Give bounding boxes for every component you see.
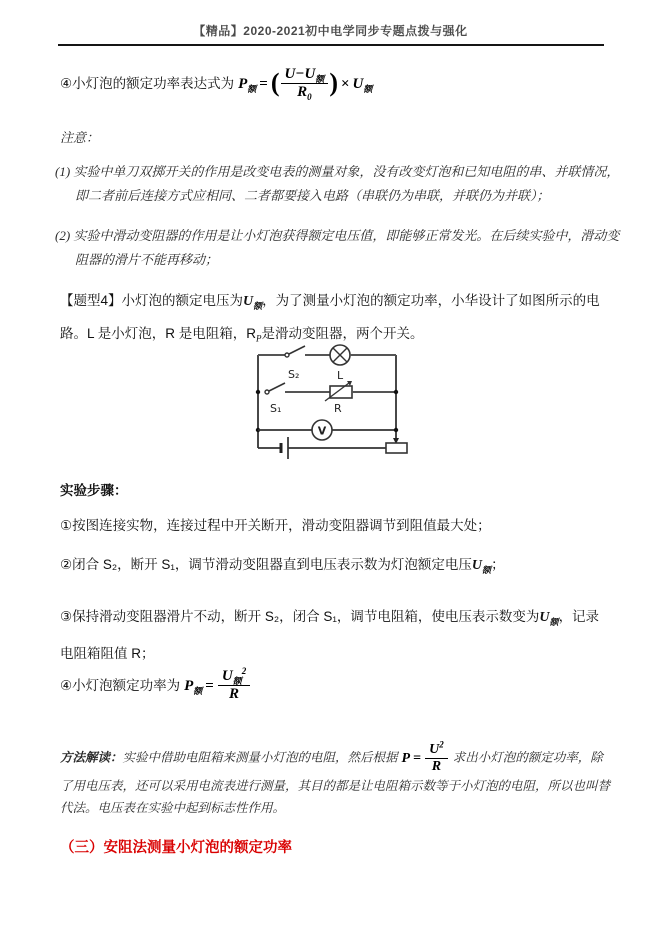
- intro-lead-text: ④小灯泡的额定功率表达式为: [60, 75, 235, 91]
- formula-lhs: $P_额$: [184, 677, 203, 696]
- step-4: [60, 668, 605, 704]
- u-rated-symbol: $U_额$: [243, 294, 263, 311]
- step-1: ①按图连接实物，连接过程中开关断开，滑动变阻器调节到阻值最大处；: [60, 518, 491, 533]
- battery-symbol: [281, 437, 288, 459]
- circuit-diagram: [248, 342, 413, 462]
- step-2-end: ；: [491, 557, 505, 572]
- formula-lhs: $P_额$: [238, 75, 257, 94]
- open-paren: (: [270, 67, 280, 97]
- step-4-lead: ④小灯泡额定功率为: [60, 677, 181, 693]
- voltmeter-symbol: [312, 420, 332, 440]
- problem-seg2: ，为了测量小灯泡的额定功率，小华设计了如图所示的电路。L 是小灯泡，R 是电阻箱，R: [60, 293, 600, 341]
- voltmeter-letter: V: [317, 424, 327, 438]
- method-note-lead: 方法解读：: [60, 750, 123, 765]
- switch-s2-blade: [289, 346, 305, 354]
- step-3-text-2: ，记录电阻箱阻值 R；: [60, 609, 600, 661]
- u-rated-symbol: $U_额$: [471, 558, 492, 575]
- step-2: [60, 553, 605, 582]
- switch-s1-pivot: [265, 390, 269, 394]
- close-paren: ): [329, 67, 338, 97]
- fraction-denominator: R: [431, 759, 442, 775]
- rated-power-expression-line: [60, 66, 605, 102]
- equals-sign: =: [205, 677, 214, 694]
- formula-rhs: $U_额$: [352, 75, 373, 94]
- rheostat-symbol: [386, 443, 407, 453]
- fraction-numerator: $U_额^2$: [218, 668, 250, 686]
- problem-seg1: 【题型4】小灯泡的额定电压为: [60, 293, 244, 308]
- u-rated-symbol: $U_额$: [539, 610, 559, 627]
- section-heading-3: （三）安阻法测量小灯泡的额定功率: [60, 840, 292, 856]
- equals-sign: =: [259, 75, 268, 92]
- switch-s2-pivot: [285, 353, 289, 357]
- notice-item-1-marker: (1): [55, 164, 71, 179]
- method-note-formula: P = $\frac{U^2}{R}$: [402, 742, 449, 775]
- rated-power-formula: [238, 66, 372, 102]
- switch-s1-blade: [269, 383, 285, 391]
- lamp-symbol: [330, 345, 350, 365]
- problem-seg3: 是滑动变阻器，两个开关。: [261, 325, 424, 341]
- junction-dot: [256, 390, 260, 394]
- rp-subscript: P: [256, 333, 262, 344]
- page-header-title: 【精品】2020-2021初中电学同步专题点拨与强化: [193, 24, 468, 38]
- label-s2: S₂: [288, 368, 300, 381]
- junction-dot: [394, 428, 398, 432]
- label-resistor: R: [334, 402, 342, 415]
- notice-label: 注意：: [60, 130, 100, 145]
- step-3: [60, 601, 610, 670]
- method-note-seg2: 求出小灯泡的额定功率，除了用电压表，还可以采用电流表进行测量，其目的都是让电阻箱示数等于小灯泡的电阻，所以也叫替代法。电压表在实验中起到标志性作用。: [60, 750, 611, 816]
- fraction-denominator: R: [229, 686, 240, 703]
- method-note: [60, 739, 612, 819]
- step-3-text: ③保持滑动变阻器滑片不动，断开 S₂，闭合 S₁，调节电阻箱，使电压表示数变为: [60, 609, 540, 624]
- notice-item-1-text: 实验中单刀双掷开关的作用是改变电表的测量对象，没有改变灯泡和已知电阻的串、并联情况，即二者前后连接方式应相同、二者都要接入电路（串联仍为串联，并联仍为并联）；: [73, 164, 620, 203]
- step-4-formula: [184, 668, 251, 704]
- junction-dot: [394, 390, 398, 394]
- fraction-numerator: $U^2$: [425, 742, 448, 759]
- experiment-steps-heading: 实验步骤：: [60, 483, 128, 498]
- label-s1: S₁: [270, 402, 282, 415]
- notice-item-2-text: 实验中滑动变阻器的作用是让小灯泡获得额定电压值，即能够正常发光。在后续实验中，滑动变阻器的滑片不能再移动；: [73, 228, 620, 267]
- fraction: [281, 66, 329, 102]
- notice-item-2: [55, 224, 625, 272]
- resistance-box-rect: [330, 386, 352, 398]
- method-note-seg1: 实验中借助电阻箱来测量小灯泡的电阻，然后根据: [122, 750, 398, 765]
- fraction-denominator: $R_0$: [297, 84, 312, 103]
- label-lamp: L: [337, 369, 344, 382]
- header-divider: [58, 44, 604, 46]
- fraction-numerator: $U-U_额$: [281, 66, 329, 84]
- fraction: [218, 668, 250, 704]
- notice-item-1: [55, 160, 625, 208]
- switch-s1: [265, 383, 285, 394]
- times-sign: ×: [340, 75, 350, 92]
- fraction: [425, 739, 448, 775]
- notice-item-2-marker: (2): [55, 228, 71, 243]
- step-2-text: ②闭合 S₂，断开 S₁，调节滑动变阻器直到电压表示数为灯泡额定电压: [60, 557, 472, 572]
- switch-s2: [285, 346, 305, 357]
